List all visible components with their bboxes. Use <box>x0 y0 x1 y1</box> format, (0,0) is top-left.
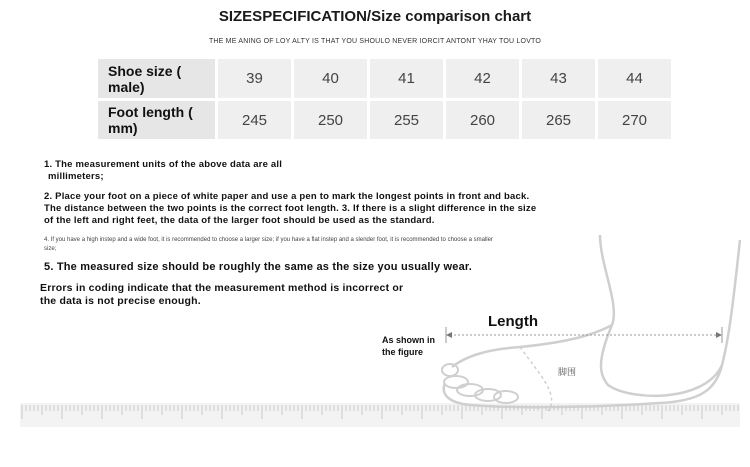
toe-icon <box>494 391 518 403</box>
toe-icon <box>444 376 468 388</box>
table-cell: 40 <box>294 59 367 98</box>
length-label: Length <box>488 313 538 330</box>
note-4-line-2: size; <box>44 246 57 252</box>
table-cell: 245 <box>218 101 291 139</box>
table-cell: 265 <box>522 101 595 139</box>
table-cell: 270 <box>598 101 671 139</box>
note-1-line-1: 1. The measurement units of the above data are all <box>44 159 283 170</box>
note-2-line-3: of the left and right feet, the data of the larger foot should be used as the standard. <box>44 215 435 226</box>
page-subtitle: THE ME ANING OF LOY ALTY IS THAT YOU SHOULO NEVER IORCIT ANTONT YHAY TOU LOVTO <box>208 38 542 45</box>
foot-top-icon <box>452 325 612 367</box>
arrow-right-icon <box>716 332 722 338</box>
error-note-line-1: Errors in coding indicate that the measurement method is incorrect or <box>40 282 404 294</box>
as-shown-line-1: As shown in <box>382 335 436 345</box>
table-cell: 41 <box>370 59 443 98</box>
row-header: Shoe size ( male) <box>98 59 215 98</box>
as-shown-line-2: the figure <box>382 347 424 357</box>
note-1-line-2: millimeters; <box>48 171 104 182</box>
table-cell: 255 <box>370 101 443 139</box>
table-cell: 39 <box>218 59 291 98</box>
table-cell: 260 <box>446 101 519 139</box>
foot-girth-label: 脚围 <box>558 367 577 377</box>
note-2-line-1: 2. Place your foot on a piece of white paper and use a pen to mark the longest points in front and back. <box>44 191 530 202</box>
table-cell: 43 <box>522 59 595 98</box>
table-row-shoe-size <box>98 59 671 98</box>
row-header: Foot length ( mm) <box>98 101 215 139</box>
page-title: SIZESPECIFICATION/Size comparison chart <box>218 8 532 25</box>
table-row-foot-length <box>98 101 671 139</box>
table-cell: 42 <box>446 59 519 98</box>
arrow-left-icon <box>446 332 452 338</box>
table-cell: 44 <box>598 59 671 98</box>
note-5: 5. The measured size should be roughly the same as the size you usually wear. <box>44 261 473 273</box>
foot-girth-dashed-icon <box>520 347 552 411</box>
ruler <box>20 403 740 427</box>
toe-icon <box>442 364 458 376</box>
foot-measurement-illustration <box>0 225 750 440</box>
size-table <box>95 56 674 142</box>
note-4-line-1: 4. If you have a high instep and a wide foot, it is recommended to choose a larger size; if you have a flat instep and a slender foot, it is recommended to choose a smaller <box>44 237 493 243</box>
note-2-line-2: The distance between the two points is the correct foot length. 3. If there is a slight difference in the size <box>44 203 537 214</box>
table-cell: 250 <box>294 101 367 139</box>
error-note-line-2: the data is not precise enough. <box>40 295 201 307</box>
